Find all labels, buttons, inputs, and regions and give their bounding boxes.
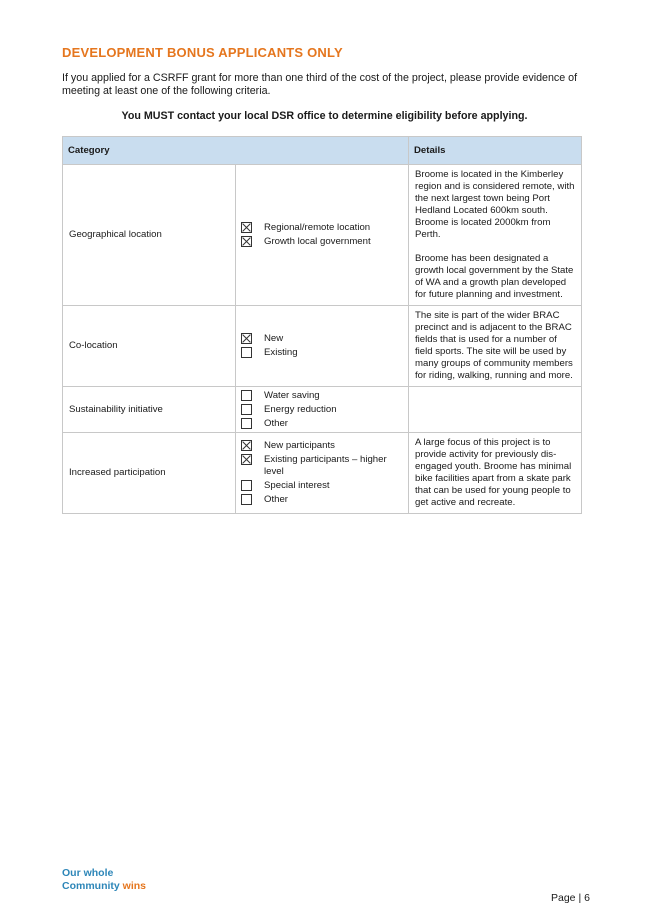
row-options xyxy=(236,165,409,306)
checked-checkbox[interactable] xyxy=(241,222,252,233)
eligibility-notice: You MUST contact your local DSR office to determine eligibility before applying. xyxy=(121,110,528,122)
checkbox[interactable] xyxy=(241,404,252,415)
table-header-row xyxy=(63,137,582,165)
row-details xyxy=(409,387,582,433)
option-label: Other xyxy=(264,494,288,505)
row-category: Co-location xyxy=(63,306,236,387)
row-details xyxy=(409,306,582,387)
checked-checkbox[interactable] xyxy=(241,333,252,344)
option-item xyxy=(241,222,403,234)
option-label: Energy reduction xyxy=(264,403,337,415)
header-category: Category xyxy=(63,137,409,165)
details-paragraph: Broome is located in the Kimberley region and is considered remote, with the next largest town being Port Hedland Located 600km south. Broome is located 2000km from Perth. xyxy=(415,169,575,240)
header-details: Details xyxy=(409,137,582,165)
checkbox[interactable] xyxy=(241,347,252,358)
option-label: Water saving xyxy=(264,389,320,401)
option-item xyxy=(241,236,403,248)
row-options xyxy=(236,433,409,514)
row-category: Geographical location xyxy=(63,165,236,306)
checked-checkbox[interactable] xyxy=(241,440,252,451)
option-label: New xyxy=(264,333,284,344)
option-label: Existing xyxy=(264,347,298,358)
row-details xyxy=(409,165,582,306)
checked-checkbox[interactable] xyxy=(241,236,252,247)
table-row xyxy=(63,433,582,514)
option-item xyxy=(241,347,403,359)
footer-logo xyxy=(62,867,146,893)
section-heading: DEVELOPMENT BONUS APPLICANTS ONLY xyxy=(62,45,343,60)
details-paragraph: Broome has been designated a growth local government by the State of WA and a growth plan developed for future planning and investment. xyxy=(415,253,574,300)
checkbox[interactable] xyxy=(241,494,252,505)
option-item xyxy=(241,390,403,402)
table-row xyxy=(63,306,582,387)
logo-line-1: Our whole xyxy=(62,867,114,879)
option-item xyxy=(241,404,403,416)
option-item xyxy=(241,333,403,345)
option-label: Existing participants – higher level xyxy=(264,454,387,477)
details-paragraph: The site is part of the wider BRAC precinct and is adjacent to the BRAC fields that is used for a number of field sports. The site will be used by many groups of community members for riding, walking, running and more. xyxy=(415,310,573,381)
criteria-table xyxy=(62,136,582,514)
table-row xyxy=(63,165,582,306)
logo-word-wins: wins xyxy=(122,880,147,892)
option-item xyxy=(241,494,403,506)
row-details xyxy=(409,433,582,514)
page-number: Page | 6 xyxy=(551,892,590,904)
row-category: Sustainability initiative xyxy=(63,387,236,433)
option-label: Other xyxy=(264,417,288,429)
option-label: Regional/remote location xyxy=(264,222,371,233)
option-item xyxy=(241,480,403,492)
checkbox[interactable] xyxy=(241,480,252,491)
row-options xyxy=(236,387,409,433)
option-item xyxy=(241,418,403,430)
option-label: Growth local government xyxy=(264,236,371,247)
row-options xyxy=(236,306,409,387)
checkbox[interactable] xyxy=(241,418,252,429)
intro-text: If you applied for a CSRFF grant for more than one third of the cost of the project, please provide evidence of meeting at least one of the following criteria. xyxy=(62,72,578,97)
table-row xyxy=(63,387,582,433)
checked-checkbox[interactable] xyxy=(241,454,252,465)
option-item xyxy=(241,454,403,478)
details-paragraph: A large focus of this project is to provide activity for previously dis-engaged youth. Broome has minimal bike facilities apart from a skate park that can be used for young people to get active and recreate. xyxy=(415,437,572,508)
option-label: New participants xyxy=(264,440,335,451)
row-category: Increased participation xyxy=(63,433,236,514)
option-item xyxy=(241,440,403,452)
checkbox[interactable] xyxy=(241,390,252,401)
logo-word-community: Community xyxy=(62,880,120,892)
option-label: Special interest xyxy=(264,480,330,491)
